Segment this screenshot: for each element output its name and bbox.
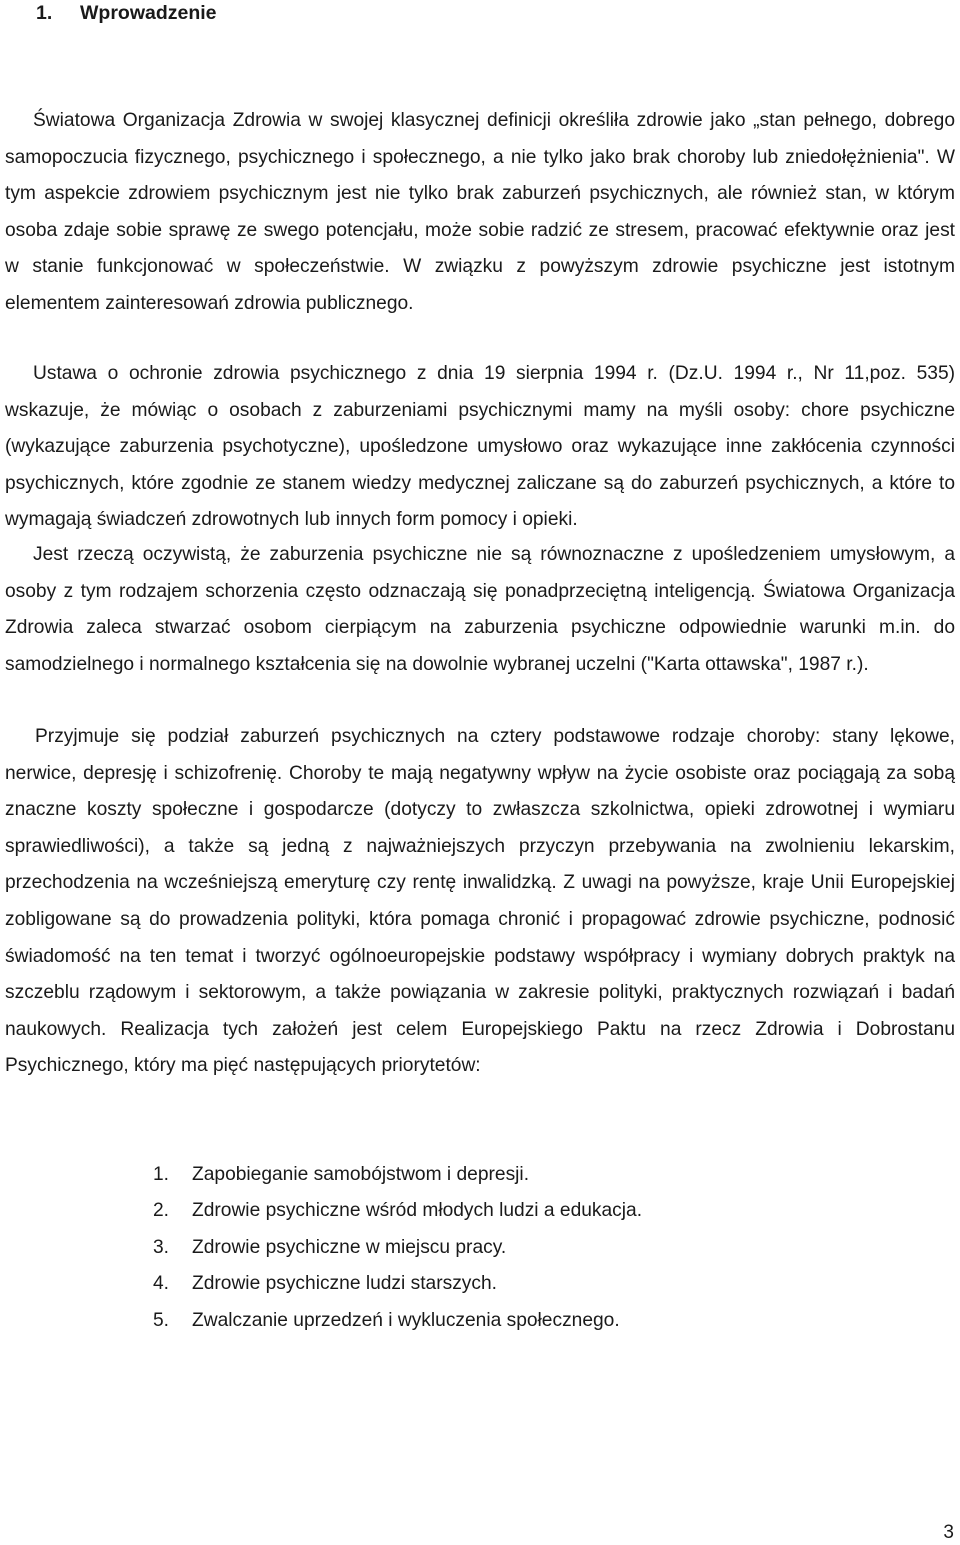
paragraph-disorders-classification	[5, 719, 955, 1085]
list-item	[153, 1266, 642, 1302]
paragraph-text: Światowa Organizacja Zdrowia w swojej klasycznej definicji określiła zdrowie jako „stan pełnego, dobrego samopoczucia fizycznego, psychicznego i społecznego, a nie tylko jako brak choroby lub zniedołężnienia". W tym aspekcie zdrowiem psychicznym jest nie tylko brak zaburzeń psychicznych, ale również stan, w którym osoba zdaje sobie sprawę ze swego potencjału, może sobie radzić ze stresem, pracować efektywnie oraz jest w stanie funkcjonować w społeczeństwie. W związku z powyższym zdrowie psychiczne jest istotnym elementem zainteresowań zdrowia publicznego.	[5, 110, 955, 314]
list-item-number: 2.	[153, 1200, 170, 1222]
page-number: 3	[943, 1522, 954, 1543]
section-heading	[36, 1, 217, 25]
paragraph-text: Przyjmuje się podział zaburzeń psychicznych na cztery podstawowe rodzaje choroby: stany lękowe, nerwice, depresję i schizofrenię. Choroby te mają negatywny wpływ na życie osobiste oraz pociągają za sobą znaczne koszty społeczne i gospodarcze (dotyczy to zwłaszcza szkolnictwa, opieki zdrowotnej i wymiaru sprawiedliwości), a także są jedną z najważniejszych przyczyn przebywania na zwolnieniu lekarskim, przechodzenia na wcześniejszą emeryturę czy rentę inwalidzką. Z uwagi na powyższe, kraje Unii Europejskiej zobligowane są do prowadzenia polityki, która pomaga chronić i propagować zdrowie psychiczne, podnosić świadomość na ten temat i tworzyć ogólnoeuropejskie podstawy współpracy i wymiany dobrych praktyk na szczeblu rządowym i sektorowym, a także powiązania w zakresie polityki, praktycznych rozwiązań i badań naukowych. Realizacja tych założeń jest celem Europejskiego Paktu na rzecz Zdrowia i Dobrostanu Psychicznego, który ma pięć następujących priorytetów:	[5, 726, 955, 1077]
list-item-number: 3.	[153, 1236, 170, 1258]
list-item-text: Zdrowie psychiczne w miejscu pracy.	[192, 1236, 507, 1258]
list-item-text: Zapobieganie samobójstwom i depresji.	[192, 1164, 530, 1185]
list-item	[153, 1193, 642, 1229]
section-number: 1.	[36, 2, 53, 24]
list-item-text: Zdrowie psychiczne ludzi starszych.	[192, 1273, 497, 1295]
list-item-number: 1.	[153, 1164, 170, 1185]
priorities-list	[153, 1157, 642, 1339]
paragraph-intelligence	[5, 537, 955, 683]
list-item-text: Zwalczanie uprzedzeń i wykluczenia społecznego.	[192, 1309, 620, 1331]
paragraph-mental-health-act	[5, 356, 955, 539]
paragraph-text: Ustawa o ochronie zdrowia psychicznego z dnia 19 sierpnia 1994 r. (Dz.U. 1994 r., Nr 11,poz. 535) wskazuje, że mówiąc o osobach z zaburzeniami psychicznymi mamy na myśli osoby: chore psychiczne (wykazujące zaburzenia psychotyczne), upośledzone umysłowo oraz wykazujące inne zakłócenia czynności psychicznych, które zgodnie ze stanem wiedzy medycznej zaliczane są do zaburzeń psychicznych, a które to wymagają świadczeń zdrowotnych lub innych form pomocy i opieki.	[5, 363, 955, 531]
paragraph-text: Jest rzeczą oczywistą, że zaburzenia psychiczne nie są równoznaczne z upośledzeniem umysłowym, a osoby z tym rodzajem schorzenia często odznaczają się ponadprzeciętną inteligencją. Światowa Organizacja Zdrowia zaleca stwarzać osobom cierpiącym na zaburzenia psychiczne odpowiednie warunki m.in. do samodzielnego i normalnego kształcenia się na dowolnie wybranej uczelni ("Karta ottawska", 1987 r.).	[5, 544, 955, 675]
list-item	[153, 1157, 642, 1193]
list-item-number: 5.	[153, 1309, 170, 1331]
paragraph-who-definition	[5, 103, 955, 323]
list-item-number: 4.	[153, 1273, 170, 1295]
list-item	[153, 1303, 642, 1339]
list-item	[153, 1230, 642, 1266]
section-title: Wprowadzenie	[80, 2, 217, 24]
list-item-text: Zdrowie psychiczne wśród młodych ludzi a edukacja.	[192, 1200, 643, 1222]
